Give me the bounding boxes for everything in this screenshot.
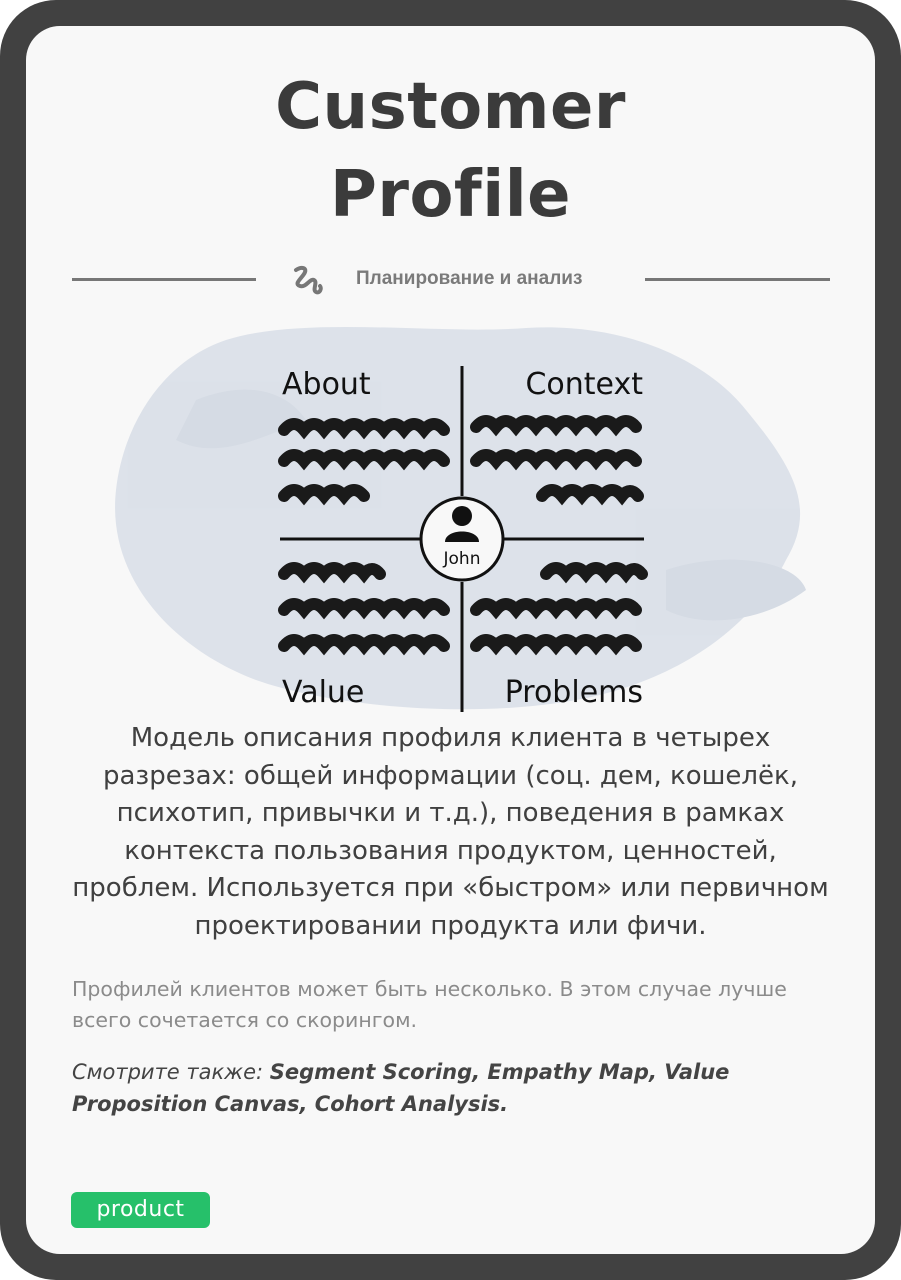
scribble-line: [284, 490, 364, 496]
divider-right: [645, 278, 830, 281]
customer-profile-illustration: [106, 320, 806, 720]
scribble-line: [284, 604, 444, 610]
scribble-line: [546, 568, 642, 574]
see-also-label: Смотрите также:: [72, 1060, 264, 1084]
divider-left: [72, 278, 256, 281]
center-name: John: [443, 549, 481, 569]
quadrant-label-context: Context: [525, 367, 643, 402]
quadrant-label-value: Value: [282, 675, 365, 710]
scribble-line: [542, 490, 638, 496]
scribble-line: [476, 421, 636, 427]
card-note: Профилей клиентов может быть несколько. В этом случае лучше всего сочетается со скорингом.: [72, 977, 787, 1032]
scribble-line: [476, 455, 636, 461]
see-also-items: Segment Scoring, Empathy Map, Value Proposition Canvas, Cohort Analysis.: [72, 1060, 730, 1116]
card-title-line1: Customer: [275, 70, 626, 144]
card: [26, 26, 875, 1254]
scribble-line: [284, 455, 444, 461]
scribble-line: [476, 640, 636, 646]
quadrant-label-about: About: [282, 367, 371, 402]
quadrant-label-problems: Problems: [504, 675, 643, 710]
category-label: Планирование и анализ: [356, 268, 583, 289]
scribble-line: [284, 640, 444, 646]
tag-product[interactable]: product: [71, 1192, 210, 1228]
scribble-line: [284, 424, 444, 430]
scribble-line: [284, 568, 380, 574]
card-title-line2: Profile: [329, 158, 572, 232]
scribble-line: [476, 604, 636, 610]
see-also: [72, 1056, 812, 1120]
squiggle-icon: [290, 262, 326, 298]
card-description: Модель описания профиля клиента в четырех разрезах: общей информации (соц. дем, кошелёк, психотип, привычки и т.д.), поведения в рамках контекста пользования продуктом, ценностей, проблем. Используется при «быстром» или первичном проектировании продукта или фичи.: [72, 723, 829, 941]
